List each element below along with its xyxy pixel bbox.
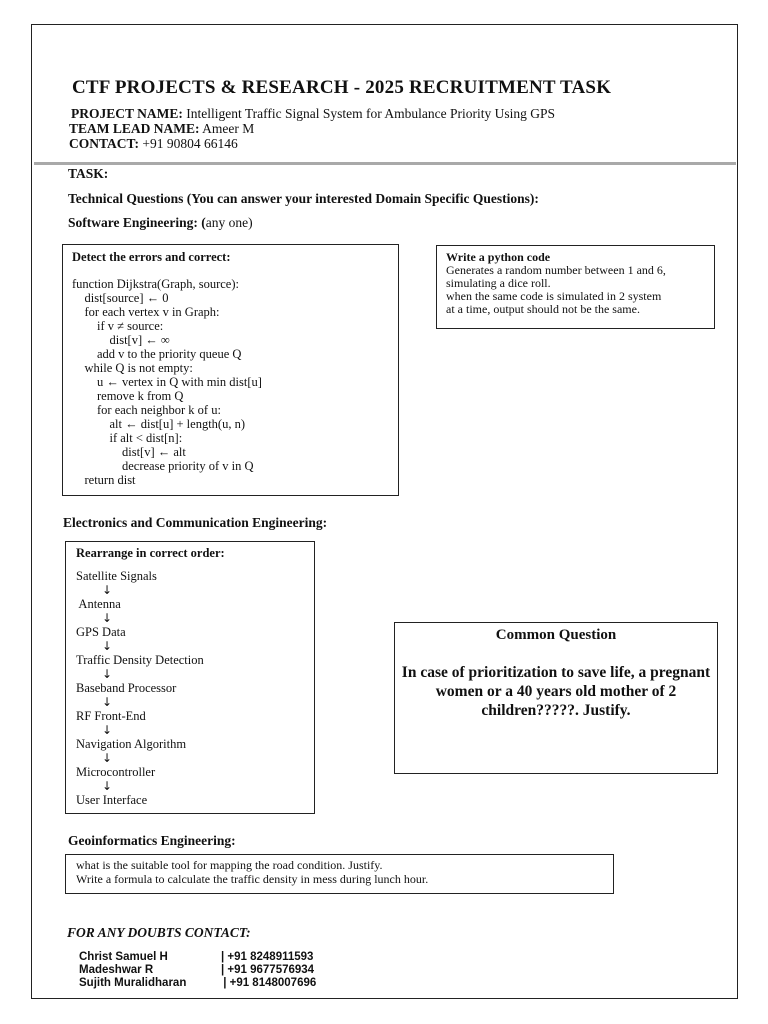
- technical-questions-heading: Technical Questions (You can answer your interested Domain Specific Questions):: [68, 191, 539, 206]
- contact-label: CONTACT:: [69, 136, 139, 151]
- code-line: dist[v] ← alt: [72, 445, 186, 459]
- python-heading: Write a python code: [446, 250, 551, 264]
- dijkstra-box: [62, 244, 399, 496]
- common-question-title: Common Question: [495, 627, 617, 643]
- ece-heading: Electronics and Communication Engineering:: [63, 515, 328, 530]
- software-engineering-heading: [68, 215, 253, 231]
- contact-name: Sujith Muralidharan: [79, 977, 187, 989]
- doubts-heading: FOR ANY DOUBTS CONTACT:: [67, 925, 251, 940]
- rearrange-box: [65, 541, 315, 814]
- list-item: Navigation Algorithm: [76, 737, 187, 751]
- project-name-line: [71, 106, 555, 122]
- python-line: at a time, output should not be the same.: [446, 302, 640, 316]
- list-item: Satellite Signals: [76, 569, 157, 583]
- code-line: dist[source] ← 0: [72, 291, 169, 305]
- dijkstra-heading: Detect the errors and correct:: [72, 250, 231, 264]
- dijkstra-code: [72, 277, 262, 487]
- rearrange-list: [76, 569, 204, 807]
- down-arrow-icon: ↓: [102, 751, 113, 765]
- list-item: Traffic Density Detection: [76, 653, 204, 667]
- python-task-box: [436, 245, 715, 329]
- list-item: User Interface: [76, 793, 148, 807]
- down-arrow-icon: ↓: [102, 611, 113, 625]
- task-label: TASK:: [68, 166, 109, 181]
- code-line: for each neighbor k of u:: [72, 403, 221, 417]
- contact-value: +91 90804 66146: [139, 136, 238, 151]
- software-engineering-note: any one): [205, 215, 253, 230]
- page-title: CTF PROJECTS & RESEARCH - 2025 RECRUITMENT TASK: [72, 77, 612, 98]
- contact-name: Christ Samuel H: [79, 951, 168, 963]
- team-lead-value: Ameer M: [199, 121, 255, 136]
- list-item: RF Front-End: [76, 709, 146, 723]
- code-line: while Q is not empty:: [72, 361, 193, 375]
- list-item: GPS Data: [76, 625, 126, 639]
- code-line: if v ≠ source:: [72, 319, 164, 333]
- list-item: Antenna: [76, 597, 121, 611]
- header-divider: [34, 162, 736, 165]
- software-engineering-label: Software Engineering: (: [68, 215, 206, 230]
- code-line: decrease priority of v in Q: [72, 459, 254, 473]
- code-line: dist[v] ← ∞: [72, 333, 170, 347]
- contact-phone: | +91 8248911593: [221, 951, 314, 963]
- geo-line: Write a formula to calculate the traffic density in mess during lunch hour.: [76, 872, 429, 886]
- contact-phone: | +91 9677576934: [221, 964, 315, 976]
- code-line: for each vertex v in Graph:: [72, 305, 220, 319]
- team-lead-label: TEAM LEAD NAME:: [69, 121, 200, 136]
- down-arrow-icon: ↓: [102, 583, 113, 597]
- code-line: return dist: [72, 473, 136, 487]
- code-line: remove k from Q: [72, 389, 184, 403]
- python-line: when the same code is simulated in 2 system: [446, 289, 662, 303]
- list-item: Baseband Processor: [76, 681, 177, 695]
- down-arrow-icon: ↓: [102, 639, 113, 653]
- down-arrow-icon: ↓: [102, 779, 113, 793]
- list-item: Microcontroller: [76, 765, 156, 779]
- down-arrow-icon: ↓: [102, 695, 113, 709]
- code-line: u ← vertex in Q with min dist[u]: [72, 375, 262, 389]
- code-line: if alt < dist[n]:: [72, 431, 183, 445]
- down-arrow-icon: ↓: [102, 723, 113, 737]
- code-line: function Dijkstra(Graph, source):: [72, 277, 239, 291]
- team-lead-line: [69, 121, 254, 137]
- contact-line: [69, 136, 238, 152]
- contact-phone: | +91 8148007696: [220, 977, 317, 989]
- rearrange-heading: Rearrange in correct order:: [76, 546, 225, 560]
- document-page: [31, 24, 738, 999]
- geoinformatics-heading: Geoinformatics Engineering:: [68, 833, 236, 848]
- geo-line: what is the suitable tool for mapping the road condition. Justify.: [76, 858, 383, 872]
- common-question-box: [394, 622, 718, 774]
- project-name-label: PROJECT NAME:: [71, 106, 183, 121]
- code-line: add v to the priority queue Q: [72, 347, 242, 361]
- down-arrow-icon: ↓: [102, 667, 113, 681]
- python-line: Generates a random number between 1 and 6,: [446, 263, 666, 277]
- contact-name: Madeshwar R: [79, 964, 154, 976]
- common-question-body: In case of prioritization to save life, a pregnant women or a 40 years old mother of 2 children?????. Justify.: [401, 664, 711, 719]
- geoinformatics-box: [65, 854, 614, 894]
- python-line: simulating a dice roll.: [446, 276, 551, 290]
- code-line: alt ← dist[u] + length(u, n): [72, 417, 245, 431]
- project-name-value: Intelligent Traffic Signal System for Ambulance Priority Using GPS: [182, 106, 556, 121]
